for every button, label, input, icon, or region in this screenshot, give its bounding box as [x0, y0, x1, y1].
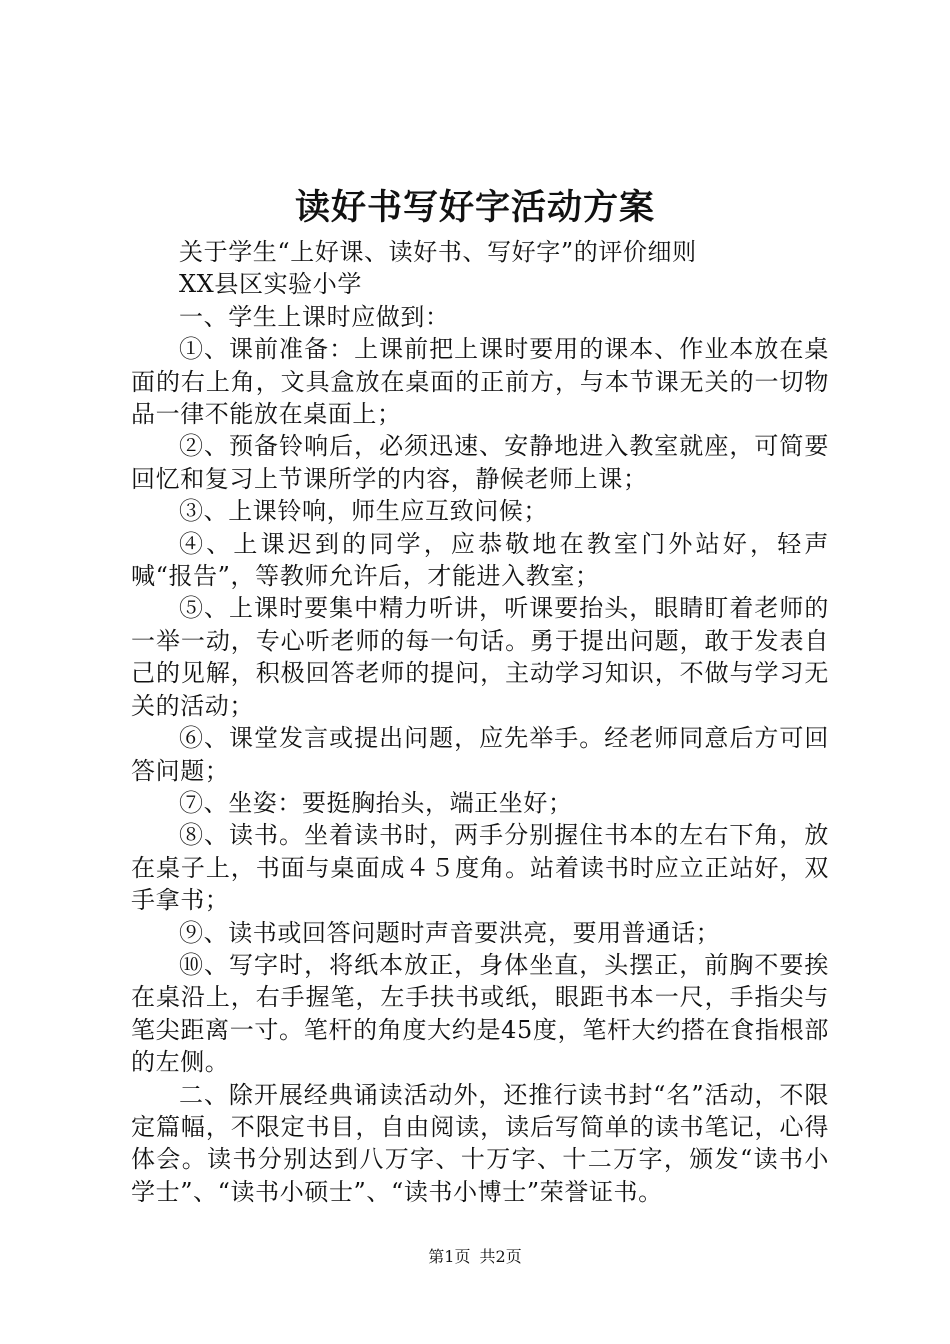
paragraph-subtitle: 关于学生“上好课、读好书、写好字”的评价细则: [179, 238, 697, 266]
section-heading-1: 一、学生上课时应做到：: [179, 302, 450, 331]
page-total: 共2页: [479, 1247, 522, 1266]
rule-item-1: ①、课前准备：上课前把上课时要用的课本、作业本放在桌面的右上角，文具盒放在桌面的正前方，与本节课无关的一切物品一律不能放在桌面上；: [131, 335, 829, 429]
rule-item-7: ⑦、坐姿：要挺胸抬头，端正坐好；: [179, 788, 573, 817]
rule-item-6: ⑥、课堂发言或提出问题，应先举手。经老师同意后方可回答问题；: [131, 724, 829, 785]
document-body: [131, 236, 829, 1208]
paragraph-school: XX县区实验小学: [179, 270, 362, 299]
rule-item-9: ⑨、读书或回答问题时声音要洪亮，要用普通话；: [179, 918, 721, 947]
rule-item-2: ②、预备铃响后，必须迅速、安静地进入教室就座，可简要回忆和复习上节课所学的内容，静候老师上课；: [131, 432, 829, 493]
section-2-paragraph: 二、除开展经典诵读活动外，还推行读书封“名”活动，不限定篇幅，不限定书目，自由阅读，读后写简单的读书笔记，心得体会。读书分别达到八万字、十万字、十二万字，颁发“读书小学士”、“读书小硕士”、“读书小博士”荣誉证书。: [131, 1080, 829, 1206]
page-footer: [0, 1245, 950, 1269]
rule-item-5: ⑤、上课时要集中精力听讲，听课要抬头，眼睛盯着老师的一举一动，专心听老师的每一句话。勇于提出问题，敢于发表自己的见解，积极回答老师的提问，主动学习知识，不做与学习无关的活动；: [131, 594, 829, 720]
document-title: 读好书写好字活动方案: [294, 187, 655, 228]
rule-item-8: ⑧、读书。坐着读书时，两手分别握住书本的左右下角，放在桌子上，书面与桌面成４５度角。站着读书时应立正站好，双手拿书；: [131, 821, 829, 915]
page-number: 第1页: [428, 1247, 471, 1266]
rule-item-10: ⑩、写字时，将纸本放正，身体坐直，头摆正，前胸不要挨在桌沿上，右手握笔，左手扶书或纸，眼距书本一尺，手指尖与笔尖距离一寸。笔杆的角度大约是45度，笔杆大约搭在食指根部的左侧。: [131, 950, 829, 1077]
rule-item-4: ④、上课迟到的同学，应恭敬地在教室门外站好，轻声喊“报告”，等教师允许后，才能进入教室；: [131, 529, 829, 591]
rule-item-3: ③、上课铃响，师生应互致问候；: [179, 497, 548, 526]
